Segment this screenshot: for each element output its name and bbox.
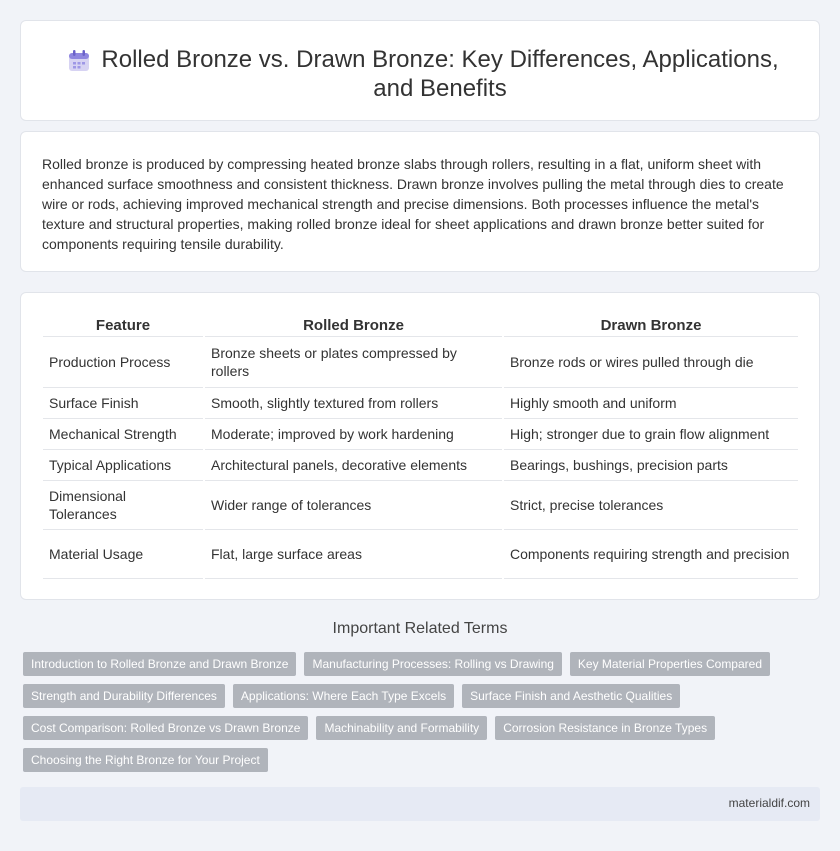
footer-site-link[interactable]: materialdif.com <box>728 796 810 810</box>
related-term-tag[interactable]: Strength and Durability Differences <box>23 684 225 708</box>
related-term-tag[interactable]: Key Material Properties Compared <box>570 652 770 676</box>
table-cell: Surface Finish <box>43 388 203 419</box>
table-row <box>43 388 798 419</box>
related-terms-title: Important Related Terms <box>332 620 508 637</box>
table-row <box>43 450 798 481</box>
table-row <box>43 337 798 388</box>
table-row <box>43 419 798 450</box>
footer-bar <box>20 787 820 821</box>
table-cell: Smooth, slightly textured from rollers <box>205 388 502 419</box>
table-cell: Bronze sheets or plates compressed by rollers <box>205 337 502 388</box>
table-cell: Architectural panels, decorative elements <box>205 450 502 481</box>
page-title: Rolled Bronze vs. Drawn Bronze: Key Differences, Applications, and Benefits <box>101 46 779 102</box>
table-cell: Production Process <box>43 337 203 388</box>
table-cell: Moderate; improved by work hardening <box>205 419 502 450</box>
table-cell: Highly smooth and uniform <box>504 388 798 419</box>
related-term-tag[interactable]: Corrosion Resistance in Bronze Types <box>495 716 715 740</box>
table-header-feature: Feature <box>43 313 203 337</box>
related-term-tag[interactable]: Choosing the Right Bronze for Your Project <box>23 748 268 772</box>
table-cell: Bearings, bushings, precision parts <box>504 450 798 481</box>
table-cell: Components requiring strength and precision <box>504 530 798 579</box>
table-row <box>43 530 798 579</box>
intro-card <box>20 131 820 272</box>
table-header-drawn: Drawn Bronze <box>504 313 798 337</box>
comparison-card <box>20 292 820 600</box>
table-cell: Strict, precise tolerances <box>504 481 798 530</box>
table-cell: Dimensional Tolerances <box>43 481 203 530</box>
table-header-row <box>43 313 798 337</box>
related-terms-list <box>23 652 803 772</box>
calendar-icon <box>67 49 91 73</box>
title-wrap <box>21 45 819 103</box>
related-term-tag[interactable]: Applications: Where Each Type Excels <box>233 684 454 708</box>
table-row <box>43 481 798 530</box>
table-cell: Typical Applications <box>43 450 203 481</box>
comparison-table <box>41 313 800 579</box>
related-term-tag[interactable]: Introduction to Rolled Bronze and Drawn Bronze <box>23 652 296 676</box>
table-cell: Mechanical Strength <box>43 419 203 450</box>
table-cell: High; stronger due to grain flow alignment <box>504 419 798 450</box>
header-card <box>20 20 820 121</box>
related-term-tag[interactable]: Surface Finish and Aesthetic Qualities <box>462 684 680 708</box>
table-header-rolled: Rolled Bronze <box>205 313 502 337</box>
related-term-tag[interactable]: Cost Comparison: Rolled Bronze vs Drawn Bronze <box>23 716 308 740</box>
table-cell: Bronze rods or wires pulled through die <box>504 337 798 388</box>
intro-paragraph: Rolled bronze is produced by compressing heated bronze slabs through rollers, resulting in a flat, uniform sheet with enhanced surface smoothness and consistent thickness. Drawn bronze involves pulling the metal through dies to create wire or rods, achieving improved mechanical strength and precise dimensions. Both processes influence the metal's texture and structural properties, making rolled bronze ideal for sheet applications and drawn bronze better suited for components requiring tensile durability. <box>42 156 784 252</box>
table-cell: Flat, large surface areas <box>205 530 502 579</box>
table-cell: Material Usage <box>43 530 203 579</box>
related-term-tag[interactable]: Machinability and Formability <box>316 716 487 740</box>
table-cell: Wider range of tolerances <box>205 481 502 530</box>
related-term-tag[interactable]: Manufacturing Processes: Rolling vs Drawing <box>304 652 561 676</box>
